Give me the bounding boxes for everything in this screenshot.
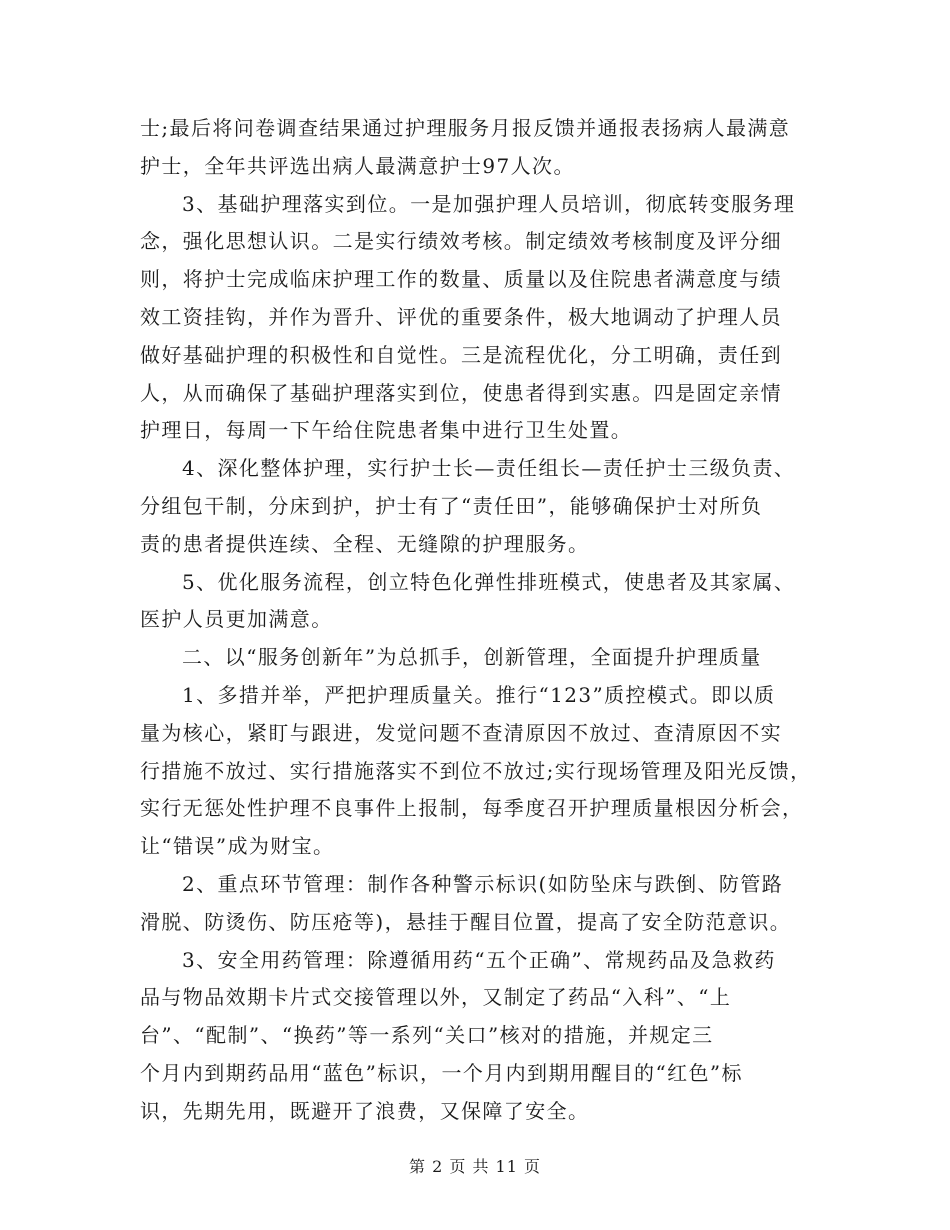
paragraph-4 — [140, 564, 812, 640]
paragraph-line: 1、多措并举，严把护理质量关。推行“123”质控模式。即以质 — [182, 682, 776, 707]
paragraph-line: 护士，全年共评选出病人最满意护士97人次。 — [140, 153, 575, 178]
paragraph-5 — [140, 677, 812, 866]
paragraph-2 — [140, 186, 812, 451]
paragraph-line: 让“错误”成为财宝。 — [140, 834, 335, 859]
paragraph-line: 责的患者提供连续、全程、无缝隙的护理服务。 — [140, 531, 590, 556]
paragraph-7 — [140, 942, 812, 1131]
paragraph-line: 4、深化整体护理，实行护士长—责任组长—责任护士三级负责、 — [182, 456, 796, 481]
paragraph-line: 识，先期先用，既避开了浪费，又保障了安全。 — [140, 1098, 590, 1123]
paragraph-line: 做好基础护理的积极性和自觉性。三是流程优化，分工明确，责任到 — [140, 342, 782, 367]
paragraph-line: 3、安全用药管理：除遵循用药“五个正确”、常规药品及急救药 — [182, 947, 776, 972]
paragraph-line: 滑脱、防烫伤、防压疮等)，悬挂于醒目位置，提高了安全防范意识。 — [140, 909, 792, 934]
document-body — [140, 110, 812, 1131]
paragraph-1 — [140, 110, 812, 186]
paragraph-line: 护理日，每周一下午给住院患者集中进行卫生处置。 — [140, 418, 633, 443]
page-number-footer: 第 2 页 共 11 页 — [409, 1157, 541, 1176]
paragraph-line: 个月内到期药品用“蓝色”标识，一个月内到期用醒目的“红色”标 — [140, 1060, 743, 1085]
paragraph-line: 行措施不放过、实行措施落实不到位不放过;实行现场管理及阳光反馈， — [140, 758, 812, 783]
paragraph-3 — [140, 450, 812, 563]
paragraph-line: 台”、“配制”、“换药”等一系列“关口”核对的措施，并规定三 — [140, 1023, 714, 1048]
paragraph-6 — [140, 866, 812, 942]
paragraph-line: 念，强化思想认识。二是实行绩效考核。制定绩效考核制度及评分细 — [140, 229, 782, 254]
paragraph-line: 3、基础护理落实到位。一是加强护理人员培训，彻底转变服务理 — [182, 191, 796, 216]
paragraph-line: 分组包干制，分床到护，护士有了“责任田”，能够确保护士对所负 — [140, 493, 763, 518]
paragraph-line: 二、以“服务创新年”为总抓手，创新管理，全面提升护理质量 — [182, 645, 762, 670]
paragraph-line: 实行无惩处性护理不良事件上报制，每季度召开护理质量根因分析会， — [140, 796, 804, 821]
paragraph-line: 效工资挂钩，并作为晋升、评优的重要条件，极大地调动了护理人员 — [140, 304, 782, 329]
paragraph-line: 5、优化服务流程，创立特色化弹性排班模式，使患者及其家属、 — [182, 569, 796, 594]
paragraph-line: 人，从而确保了基础护理落实到位，使患者得到实惠。四是固定亲情 — [140, 380, 782, 405]
paragraph-line: 则，将护士完成临床护理工作的数量、质量以及住院患者满意度与绩 — [140, 267, 782, 292]
paragraph-line: 2、重点环节管理：制作各种警示标识(如防坠床与跌倒、防管路 — [182, 871, 784, 896]
paragraph-line: 医护人员更加满意。 — [140, 607, 333, 632]
paragraph-line: 量为核心，紧盯与跟进，发觉问题不查清原因不放过、查清原因不实 — [140, 720, 782, 745]
section-heading — [140, 639, 812, 677]
paragraph-line: 士;最后将问卷调查结果通过护理服务月报反馈并通报表扬病人最满意 — [140, 116, 791, 140]
paragraph-line: 品与物品效期卡片式交接管理以外，又制定了药品“入科”、“上 — [140, 985, 732, 1010]
